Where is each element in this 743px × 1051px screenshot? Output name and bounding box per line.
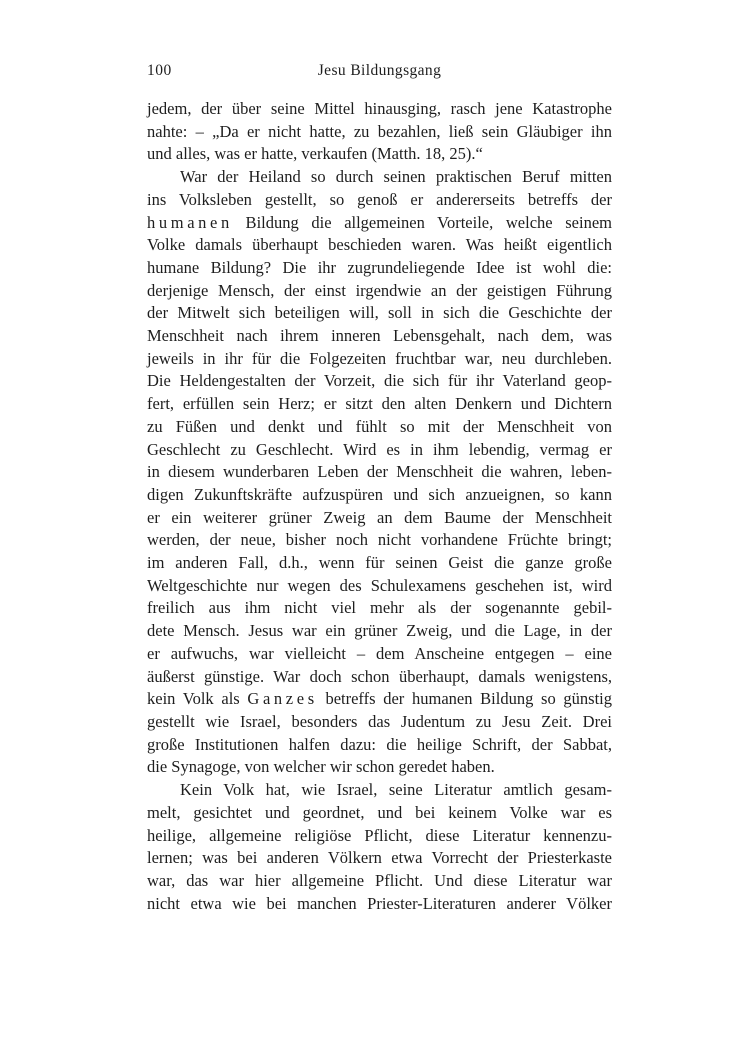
text-line: Menschheit nach ihrem inneren Lebensgehalt, nach dem, was: [147, 326, 612, 346]
text-line: [147, 688, 612, 711]
text-line: die Synagoge, von welcher wir schon geredet haben.: [147, 757, 495, 777]
text-line: jedem, der über seine Mittel hinausging, rasch jene Katastrophe: [147, 99, 612, 118]
text-line: jeweils in ihr für die Folgezeiten fruchtbar war, neu durchleben.: [147, 348, 612, 368]
text-line: fert, erfüllen sein Herz; er sitzt den alten Denkern und Dichtern: [147, 394, 612, 414]
text-line: in diesem wunderbaren Leben der Menschheit die wahren, leben-: [147, 462, 612, 482]
text-line: er ein weiterer grüner Zweig an dem Baume der Menschheit: [147, 507, 612, 527]
text-column: [147, 61, 612, 915]
text-line: digen Zukunftskräfte aufzuspüren und sich anzueignen, so kann: [147, 484, 612, 504]
text-segment: Bildung die allgemeinen Vorteile, welche seinem: [232, 212, 612, 232]
chapter-title: Jesu Bildungsgang: [317, 62, 442, 79]
text-line: melt, gesichtet und geordnet, und bei keinem Volke war es: [147, 802, 612, 822]
paragraph: [147, 166, 612, 779]
text-line: er aufwuchs, war vielleicht – dem Anscheine entgegen – eine: [147, 643, 612, 663]
text-line: [147, 212, 612, 235]
text-line: große Institutionen halfen dazu: die heilige Schrift, der Sabbat,: [147, 734, 612, 754]
text-line: Geschlecht zu Geschlecht. Wird es in ihm lebendig, vermag er: [147, 439, 612, 459]
letterspaced-word: Ganzes: [247, 689, 318, 709]
text-line: und alles, was er hatte, verkaufen (Matth. 18, 25).“: [147, 144, 483, 164]
text-line: War der Heiland so durch seinen praktischen Beruf mitten: [180, 167, 612, 187]
text-line: gestellt wie Israel, besonders das Judentum zu Jesu Zeit. Drei: [147, 711, 612, 731]
text-line: Volke damals überhaupt beschieden waren. Was heißt eigentlich: [147, 235, 612, 255]
text-line: lernen; was bei anderen Völkern etwa Vorrecht der Priesterkaste: [147, 848, 612, 868]
text-line: der Mitwelt sich beteiligen will, soll in sich die Geschichte der: [147, 303, 612, 323]
text-line: war, das war hier allgemeine Pflicht. Und diese Literatur war: [147, 870, 612, 890]
text-line: derjenige Mensch, der einst irgendwie an der geistigen Führung: [147, 280, 612, 300]
text-line: werden, der neue, bisher noch nicht vorhandene Früchte bringt;: [147, 530, 612, 550]
paragraph: [147, 98, 612, 166]
text-line: Kein Volk hat, wie Israel, seine Literatur amtlich gesam-: [180, 780, 612, 800]
page-number: 100: [147, 62, 172, 79]
letterspaced-word: humanen: [147, 212, 233, 232]
text-segment: betreffs der humanen Bildung so günstig: [317, 689, 612, 709]
text-line: nahte: – „Da er nicht hatte, zu bezahlen, ließ sein Gläubiger ihn: [147, 121, 612, 141]
text-line: im anderen Fall, d.h., wenn für seinen Geist die ganze große: [147, 553, 612, 573]
text-line: nicht etwa wie bei manchen Priester-Literaturen anderer Völker: [147, 893, 612, 913]
text-segment: kein Volk als: [147, 689, 248, 709]
text-line: heilige, allgemeine religiöse Pflicht, diese Literatur kennenzu-: [147, 825, 612, 845]
text-line: Die Heldengestalten der Vorzeit, die sich für ihr Vaterland geop-: [147, 371, 612, 391]
text-line: freilich aus ihm nicht viel mehr als der sogenannte gebil-: [147, 598, 612, 618]
text-line: zu Füßen und denkt und fühlt so mit der Menschheit von: [147, 416, 612, 436]
text-line: ins Volksleben gestellt, so genoß er andererseits betreffs der: [147, 189, 612, 209]
text-line: äußerst günstige. War doch schon überhaupt, damals wenigstens,: [147, 666, 612, 686]
text-line: humane Bildung? Die ihr zugrundeliegende Idee ist wohl die:: [147, 257, 612, 277]
text-line: Weltgeschichte nur wegen des Schulexamens geschehen ist, wird: [147, 575, 612, 595]
running-header: [147, 61, 612, 81]
text-line: dete Mensch. Jesus war ein grüner Zweig, und die Lage, in der: [147, 621, 612, 641]
page-body: [147, 98, 612, 915]
paragraph: [147, 779, 612, 915]
